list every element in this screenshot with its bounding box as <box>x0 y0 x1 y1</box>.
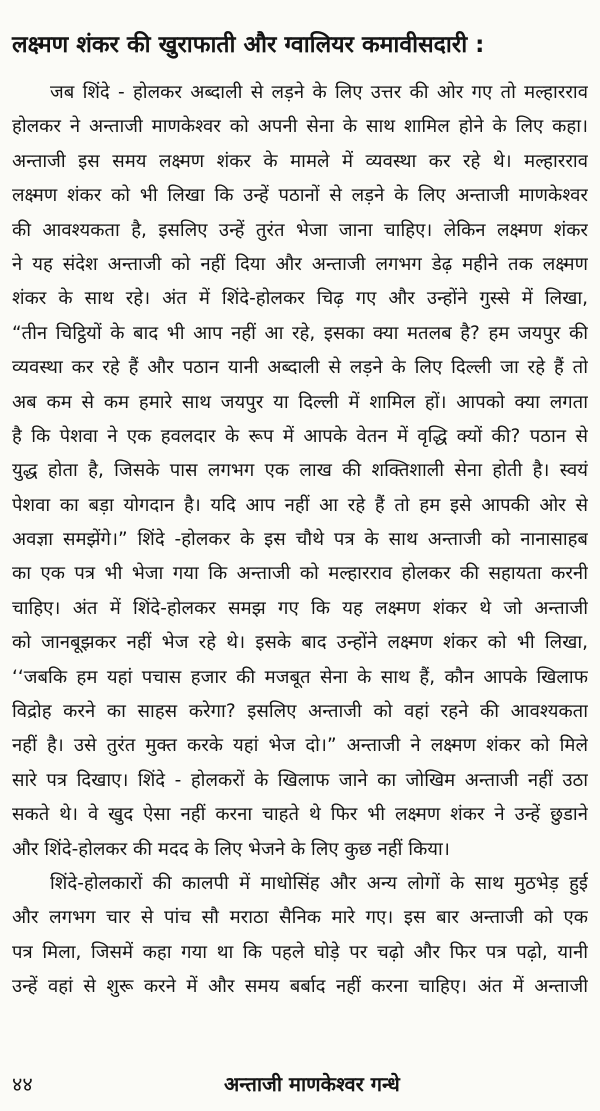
text-line: पेशवा का बड़ा योगदान है। यदि आप नहीं आ रहे हैं तो हम इसे आपकी ओर से <box>12 494 588 516</box>
paragraph <box>12 76 588 867</box>
text-line: ने यह संदेश अन्ताजी को नहीं दिया और अन्ताजी लगभग डेढ़ महीने तक लक्ष्मण <box>12 253 588 275</box>
body-text <box>12 76 588 1005</box>
text-line: जब शिंदे - होलकर अब्दाली से लड़ने के लिए उत्तर की ओर गए तो मल्हारराव <box>50 82 588 103</box>
text-line: “तीन चिट्ठियों के बाद भी आप नहीं आ रहे, इसका क्या मतलब है? हम जयपुर की <box>12 322 588 344</box>
text-line: विद्रोह करने का साहस करेगा? इसलिए अन्ताजी को वहां रहने की आवश्यकता <box>12 701 588 723</box>
text-line: अब कम से कम हमारे साथ जयपुर या दिल्ली में शामिल हों। आपको क्या लगता <box>12 391 588 413</box>
text-line: होलकर ने अन्ताजी माणकेश्वर को अपनी सेना के साथ शामिल होने के लिए कहा। <box>12 116 588 138</box>
text-line: और शिंदे-होलकर की मदद के लिए भेजने के लिए कुछ नहीं किया। <box>12 838 450 860</box>
text-line: व्यवस्था कर रहे हैं और पठान यानी अब्दाली से लड़ने के लिए दिल्ली जा रहे हैं तो <box>12 357 588 379</box>
text-line: सारे पत्र दिखाए। शिंदे - होलकरों के खिलाफ जाने का जोखिम अन्ताजी नहीं उठा <box>12 769 588 791</box>
text-line: ‘‘जबकि हम यहां पचास हजार की मजबूत सेना के साथ हैं, कौन आपके खिलाफ <box>12 666 588 688</box>
text-line: और लगभग चार से पांच सौ मराठा सैनिक मारे गए। इस बार अन्ताजी को एक <box>12 907 588 929</box>
text-line: को जानबूझकर नहीं भेज रहे थे। इसके बाद उन्होंने लक्ष्मण शंकर को भी लिखा, <box>12 632 588 654</box>
paragraph <box>12 867 588 1005</box>
text-line: शंकर के साथ रहे। अंत में शिंदे-होलकर चिढ़ गए और उन्होंने गुस्से में लिखा, <box>12 288 588 310</box>
text-line: सकते थे। वे खुद ऐसा नहीं करना चाहते थे फिर भी लक्ष्मण शंकर ने उन्हें छुडाने <box>12 804 588 826</box>
section-heading: लक्ष्मण शंकर की खुराफाती और ग्वालियर कमावीसदारी : <box>12 32 485 58</box>
text-line: है कि पेशवा ने एक हवलदार के रूप में आपके वेतन में वृद्धि क्यों की? पठान से <box>12 425 588 447</box>
text-line: शिंदे-होलकारों की कालपी में माधोसिंह और अन्य लोगों के साथ मुठभेड़ हुई <box>50 872 588 894</box>
text-line: युद्ध होता है, जिसके पास लगभग एक लाख की शक्तिशाली सेना होती है। स्वयं <box>12 460 588 482</box>
text-line: चाहिए। अंत में शिंदे-होलकर समझ गए कि यह लक्ष्मण शंकर थे जो अन्ताजी <box>12 597 588 619</box>
text-line: अन्ताजी इस समय लक्ष्मण शंकर के मामले में व्यवस्था कर रहे थे। मल्हारराव <box>12 150 588 172</box>
text-line: का एक पत्र भी भेजा गया कि अन्ताजी को मल्हारराव होलकर की सहायता करनी <box>12 563 588 585</box>
text-line: उन्हें वहां से शुरू करने में और समय बर्बाद नहीं करना चाहिए। अंत में अन्ताजी <box>12 976 588 998</box>
text-line: की आवश्यकता है, इसलिए उन्हें तुरंत भेजा जाना चाहिए। लेकिन लक्ष्मण शंकर <box>12 219 588 241</box>
text-line: अवज्ञा समझेंगे।” शिंदे -होलकर के इस चौथे पत्र के साथ अन्ताजी को नानासाहब <box>12 529 588 551</box>
text-line: लक्ष्मण शंकर को भी लिखा कि उन्हें पठानों से लड़ने के लिए अन्ताजी माणकेश्वर <box>12 185 588 207</box>
text-line: पत्र मिला, जिसमें कहा गया था कि पहले घोड़े पर चढ़ो और फिर पत्र पढ़ो, यानी <box>12 941 588 963</box>
text-line: नहीं है। उसे तुरंत मुक्त करके यहां भेज दो।” अन्ताजी ने लक्ष्मण शंकर को मिले <box>12 735 588 757</box>
running-title: अन्ताजी माणकेश्वर गन्धे <box>224 1072 400 1096</box>
page-footer <box>12 1070 588 1100</box>
page-number: ४४ <box>12 1072 33 1096</box>
